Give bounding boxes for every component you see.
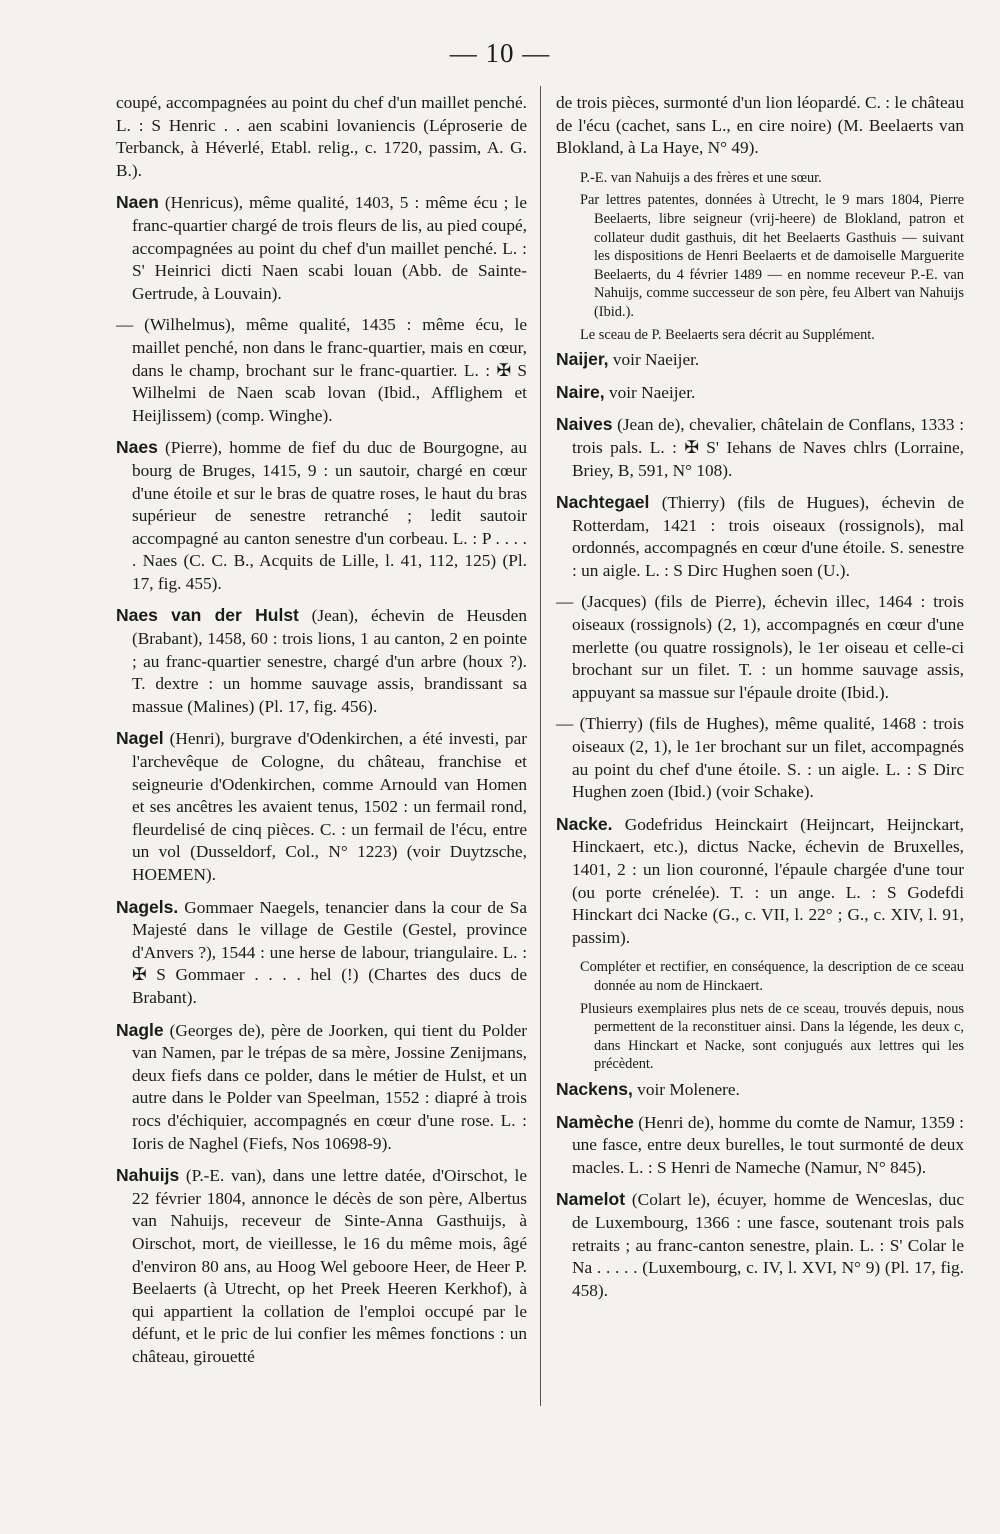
entry-heading: Nahuijs — [116, 1165, 180, 1186]
entry-text: Gommaer Naegels, tenancier dans la cour de Sa Majesté dans le village de Gestile (Gestel, province d'Anvers ?), 1544 : une herse de labour, triangulaire. L. : ✠ S Gommaer . . . . hel (!) (Chartes des ducs de Brabant). — [132, 897, 527, 1007]
note-paragraph — [570, 958, 964, 995]
entry-text: voir Molenere. — [632, 1079, 740, 1099]
entry-text: (Thierry) (fils de Hugues), échevin de Rotterdam, 1421 : trois oiseaux (rossignols), mal ordonnés, accompagnés en cœur d'une étoile. S. senestre : un aigle. L. : S Dirc Hughen soen (U.). — [572, 493, 964, 580]
entry-paragraph — [116, 604, 527, 718]
entry-paragraph — [556, 413, 964, 482]
entry-paragraph — [556, 1078, 964, 1102]
entry-text: Plusieurs exemplaires plus nets de ce sceau, trouvés depuis, nous permettent de la reconstituer ainsi. Dans la légende, les deux c, dans Hinckart et Nacke, sont conjugués aux lettres qui les précèdent. — [580, 1000, 964, 1073]
left-column — [116, 92, 527, 1377]
entry-text: (Henri), burgrave d'Odenkirchen, a été investi, par l'archevêque de Cologne, du château, franchise et seigneurie d'Odenkirchen, comme Arnould van Homen et ses ancêtres les avaient tenus, 1502 : un fermail rond, fleurdelisé de cinq pièces. C. : un fermail de l'écu, entre un vol (Dusseldorf, Col., N° 1223) (voir Duytzsche, HOEMEN). — [132, 729, 527, 884]
page-number: — 10 — — [449, 38, 551, 68]
entry-text: Par lettres patentes, données à Utrecht, le 9 mars 1804, Pierre Beelaerts, libre seigneur (vrij-heere) de Blokland, patron et collateur dudit gasthuis, dit het Beelaerts Gasthuis — suivant les dispositions de Henri Beelaerts et de damoiselle Marguerite Beelaerts, du 4 février 1489 — en nomme receveur P.-E. van Nahuijs, comme successeur de son père, feu Albert van Nahuijs (Ibid.). — [580, 192, 964, 320]
entry-text: (Henri de), homme du comte de Namur, 1359 : une fasce, entre deux burelles, le tout surmonté de deux macles. L. : S Henri de Nameche (Namur, N° 845). — [572, 1112, 964, 1177]
entry-text: (P.-E. van), dans une lettre datée, d'Oirschot, le 22 février 1804, annonce le décès de son père, Albertus van Nahuijs, receveur de Sinte-Anna Gasthuijs, à Oirschot, mort, de vieillesse, le 16 du même mois, âgé d'environ 80 ans, au Hoog Wel geboore Heer, de Heer P. Beelaerts (à Utrecht, op het Preek Heeren Kerkhof), à qui appartient la collation de l'emploi occupé par le défunt, et le pric de lui confier les mêmes fonctions : un château, girouetté — [132, 1166, 527, 1366]
entry-paragraph — [556, 591, 964, 704]
entry-paragraph — [116, 1019, 527, 1156]
entry-paragraph — [556, 1111, 964, 1180]
entry-paragraph — [556, 713, 964, 803]
entry-paragraph — [116, 92, 527, 182]
entry-heading: Naen — [116, 192, 159, 213]
entry-text: P.-E. van Nahuijs a des frères et une sœur. — [580, 169, 822, 186]
entry-text: de trois pièces, surmonté d'un lion léopardé. C. : le château de l'écu (cachet, sans L., en cire noire) (M. Beelaerts van Blokland, à La Haye, N° 49). — [556, 93, 964, 158]
entry-heading: Namelot — [556, 1189, 626, 1210]
entry-text: — (Jacques) (fils de Pierre), échevin illec, 1464 : trois oiseaux (rossignols) (2, 1), accompagnés en cœur d'une merlette (ou quatre rossignols), le 1er oiseau et celle-ci brochant sur un filet. T. : un homme sauvage assis, appuyant sa massue sur l'épaule droite (Ibid.). — [556, 592, 964, 702]
entry-heading: Nacke. — [556, 813, 613, 834]
entry-text: Godefridus Heinckairt (Heijncart, Heijnckart, Hinckaert, etc.), dictus Nacke, échevin de Bruxelles, 1401, 2 : un lion couronné, l'épaule chargée d'une tour (ou porte crénelée). T. : un ange. L. : S Godefdi Hinckart dci Nacke (G., c. VII, l. 22° ; G., c. XIV, l. 91, passim). — [572, 814, 964, 947]
entry-paragraph — [556, 348, 964, 372]
entry-text: Le sceau de P. Beelaerts sera décrit au Supplément. — [580, 326, 875, 343]
entry-paragraph — [116, 314, 527, 427]
entry-text: voir Naeijer. — [604, 382, 696, 402]
entry-paragraph — [116, 896, 527, 1010]
entry-text: (Jean de), chevalier, châtelain de Conflans, 1333 : trois pals. L. : ✠ S' Iehans de Naves chlrs (Lorraine, Briey, B, 591, N° 108). — [572, 415, 964, 480]
entry-heading: Nachtegael — [556, 492, 650, 513]
entry-heading: Naives — [556, 414, 613, 435]
entry-text: — (Thierry) (fils de Hughes), même qualité, 1468 : trois oiseaux (2, 1), le 1er brochant sur un filet, accompagnés au point du chef d'une étoile. S. : un aigle. L. : S Dirc Hughen zoen (Ibid.) (voir Schake). — [556, 714, 964, 802]
column-divider — [540, 86, 541, 1406]
entry-heading: Nackens, — [556, 1078, 633, 1099]
entry-paragraph — [556, 1188, 964, 1302]
entry-text: (Colart le), écuyer, homme de Wenceslas, duc de Luxembourg, 1366 : une fasce, soutenant trois pals retraits ; au franc-canton senestre, plain. L. : S' Colar le Na . . . . . (Luxembourg, c. IV, l. XVI, N° 9) (Pl. 17, fig. 458). — [572, 1190, 964, 1300]
entry-heading: Naes van der Hulst — [116, 605, 299, 626]
note-paragraph — [570, 326, 964, 345]
entry-heading: Nagle — [116, 1019, 164, 1040]
entry-text: (Pierre), homme de fief du duc de Bourgogne, au bourg de Bruges, 1415, 9 : un sautoir, chargé en cœur d'une étoile et sur le bras de quatre roses, le haut du bras supérieur de senestre retranché ; ledit sautoir accompagné au canton senestre d'un corbeau. L. : P . . . . . Naes (C. C. B., Acquits de Lille, l. 41, 112, 125) (Pl. 17, fig. 455). — [132, 438, 527, 593]
entry-heading: Naes — [116, 437, 158, 458]
entry-paragraph — [556, 92, 964, 160]
right-column — [556, 92, 964, 1311]
entry-paragraph — [556, 491, 964, 582]
entry-text: voir Naeijer. — [608, 350, 700, 370]
entry-text: coupé, accompagnées au point du chef d'un maillet penché. L. : S Henric . . aen scabini lovaniencis (Léproserie de Terbanck, à Héverlé, Etabl. relig., c. 1720, passim, A. G. B.). — [116, 93, 527, 180]
entry-paragraph — [116, 727, 527, 886]
note-paragraph — [570, 191, 964, 321]
entry-heading: Nagels. — [116, 896, 179, 917]
entry-text: (Georges de), père de Joorken, qui tient du Polder van Namen, par le trépas de sa mère, Jossine Zenijmans, deux fiefs dans ce polder, dans le métier de Hulst, et un autre dans le Polder van Speelman, 1552 : diapré à trois rocs d'échiquier, accompagnés en cœur d'une rose. L. : Ioris de Naghel (Fiefs, Nos 10698-9). — [132, 1020, 527, 1153]
entry-heading: Naire, — [556, 381, 605, 402]
entry-heading: Namèche — [556, 1111, 634, 1132]
note-paragraph — [570, 1000, 964, 1074]
entry-heading: Naijer, — [556, 349, 609, 370]
entry-paragraph — [116, 1164, 527, 1368]
entry-paragraph — [556, 813, 964, 950]
entry-paragraph — [116, 436, 527, 595]
entry-text: Compléter et rectifier, en conséquence, la description de ce sceau donnée au nom de Hinckaert. — [580, 959, 964, 994]
entry-paragraph — [556, 381, 964, 405]
entry-paragraph — [116, 191, 527, 305]
entry-text: (Jean), échevin de Heusden (Brabant), 1458, 60 : trois lions, 1 au canton, 2 en pointe ; au franc-quartier senestre, chargé d'un arbre (houx ?). T. dextre : un homme sauvage assis, brandissant sa massue (Malines) (Pl. 17, fig. 456). — [132, 606, 527, 716]
entry-text: — (Wilhelmus), même qualité, 1435 : même écu, le maillet penché, non dans le franc-quartier, mais en cœur, dans le champ, brochant sur le franc-quartier. L. : ✠ S Wilhelmi de Naen scab lovan (Ibid., Afflighem et Heijlissem) (comp. Winghe). — [116, 315, 527, 425]
note-paragraph — [570, 169, 964, 188]
entry-text: (Henricus), même qualité, 1403, 5 : même écu ; le franc-quartier chargé de trois fleurs de lis, au pied coupé, accompagnées au point du chef d'un maillet penché. L. : S' Heinrici dicti Naen scabi louan (Abb. de Sainte-Gertrude, à Louvain). — [132, 193, 527, 303]
entry-heading: Nagel — [116, 728, 164, 749]
